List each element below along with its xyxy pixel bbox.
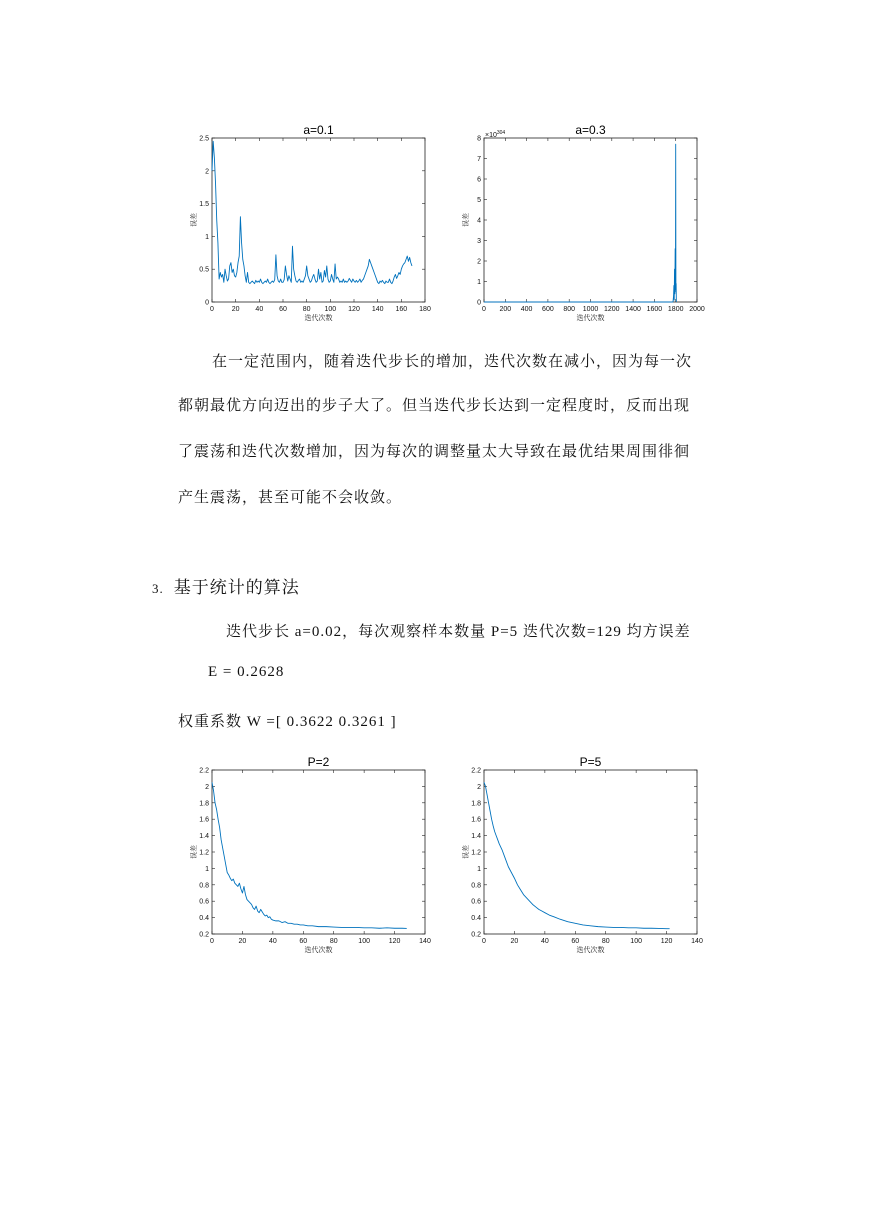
y-tick-label: 3 [477, 238, 481, 245]
chart-title: P=2 [307, 755, 330, 769]
chart-a03 [456, 116, 726, 336]
chart-title: a=0.1 [303, 123, 334, 137]
y-tick-label: 1.2 [199, 849, 209, 857]
y-tick-label: 7 [477, 156, 481, 163]
chart-p2 [184, 748, 454, 968]
section-title: 基于统计的算法 [173, 578, 300, 598]
plot-area [212, 138, 425, 302]
x-tick-label: 120 [660, 938, 673, 945]
y-tick-label: 0.4 [471, 915, 481, 923]
y-tick-label: 1 [205, 233, 209, 241]
y-tick-label: 0.8 [471, 882, 481, 890]
paragraph-line-1: 在一定范围内，随着迭代步长的增加，迭代次数在减小，因为每一次 [212, 352, 693, 370]
y-tick-label: 2.2 [471, 767, 481, 775]
y-tick-label: 0.4 [199, 915, 209, 923]
y-tick-label: 0.8 [199, 882, 209, 890]
x-tick-label: 800 [563, 306, 576, 313]
y-tick-label: 6 [477, 176, 481, 184]
y-axis-label: 误差 [191, 845, 198, 859]
y-tick-label: 0.6 [471, 898, 481, 906]
x-tick-label: 140 [419, 938, 431, 945]
x-tick-label: 1200 [604, 306, 620, 313]
x-tick-label: 0 [210, 938, 214, 945]
x-tick-label: 600 [542, 306, 554, 313]
y-tick-label: 1.8 [199, 800, 209, 808]
x-tick-label: 0 [482, 306, 486, 313]
x-tick-label: 2000 [689, 306, 705, 313]
y-tick-label: 0.2 [471, 931, 481, 939]
y-tick-label: 2 [205, 783, 209, 791]
x-axis-label: 迭代次数 [304, 947, 333, 954]
x-tick-label: 60 [279, 306, 287, 313]
x-tick-label: 60 [571, 938, 580, 945]
x-tick-label: 1800 [667, 306, 684, 313]
y-tick-label: 2 [477, 783, 481, 791]
chart-a03-svg [456, 116, 726, 336]
paragraph-line-3: 了震荡和迭代次数增加，因为每次的调整量太大导致在最优结果周围徘徊 [178, 442, 691, 460]
x-tick-label: 80 [601, 938, 610, 945]
x-tick-label: 100 [358, 938, 370, 945]
chart-p5-svg [456, 748, 726, 968]
x-tick-label: 1600 [646, 306, 663, 313]
x-tick-label: 20 [238, 938, 247, 945]
y-tick-label: 0 [477, 299, 481, 307]
params-weights: 权重系数 W =[ 0.3622 0.3261 ] [178, 714, 397, 730]
y-tick-label: 5 [477, 197, 481, 204]
y-tick-label: 1.4 [471, 833, 481, 841]
x-tick-label: 160 [395, 306, 408, 313]
x-axis-label: 迭代次数 [304, 315, 333, 322]
x-tick-label: 40 [540, 938, 549, 945]
x-tick-label: 0 [210, 306, 214, 313]
x-tick-label: 80 [302, 306, 311, 313]
x-tick-label: 100 [324, 306, 337, 313]
chart-title: P=5 [579, 755, 602, 769]
x-tick-label: 100 [630, 938, 642, 945]
chart-p5 [456, 748, 726, 968]
x-axis-label: 迭代次数 [576, 947, 605, 954]
x-tick-label: 200 [499, 306, 512, 313]
y-axis-label: 误差 [463, 845, 470, 859]
x-tick-label: 120 [348, 306, 360, 313]
y-tick-label: 0 [205, 299, 209, 307]
y-tick-label: 1.6 [471, 816, 481, 824]
section-number: 3. [152, 581, 164, 596]
params-mse: E = 0.2628 [208, 664, 285, 680]
y-tick-label: 0.2 [199, 931, 209, 939]
y-tick-label: 2.5 [199, 135, 209, 143]
chart-a01 [184, 116, 454, 336]
y-tick-label: 1.8 [471, 800, 481, 808]
x-tick-label: 20 [231, 306, 240, 313]
y-exponent-label: $\times 10^{304}$ [485, 130, 506, 139]
y-tick-label: 1.5 [199, 201, 209, 209]
y-tick-label: 1 [477, 865, 481, 873]
x-tick-label: 140 [691, 938, 703, 945]
x-tick-label: 40 [255, 306, 264, 313]
plot-area [212, 770, 425, 934]
x-tick-label: 80 [329, 938, 338, 945]
chart-title: a=0.3 [575, 123, 606, 137]
x-tick-label: 400 [520, 306, 533, 313]
x-tick-label: 1400 [625, 306, 641, 313]
chart-a01-svg [184, 116, 454, 336]
y-tick-label: 4 [477, 217, 481, 225]
x-axis-label: 迭代次数 [576, 315, 605, 322]
y-tick-label: 0.5 [199, 266, 209, 274]
chart-p2-svg [184, 748, 454, 968]
y-tick-label: 2.2 [199, 767, 209, 775]
y-tick-label: 2 [205, 168, 209, 176]
plot-area [484, 770, 697, 934]
y-tick-label: 1 [205, 865, 209, 873]
paragraph-line-4: 产生震荡，甚至可能不会收敛。 [178, 488, 403, 506]
x-tick-label: 60 [299, 938, 308, 945]
y-tick-label: 8 [477, 135, 481, 143]
x-tick-label: 120 [388, 938, 401, 945]
x-tick-label: 40 [268, 938, 277, 945]
y-tick-label: 1.4 [199, 833, 209, 841]
x-tick-label: 20 [510, 938, 519, 945]
x-tick-label: 1000 [582, 306, 599, 313]
plot-area [484, 138, 697, 302]
section-heading [152, 573, 300, 598]
params-line-1: 迭代步长 a=0.02，每次观察样本数量 P=5 迭代次数=129 均方误差 [226, 624, 691, 640]
y-tick-label: 0.6 [199, 898, 209, 906]
y-tick-label: 1 [477, 279, 481, 286]
y-tick-label: 1.6 [199, 816, 209, 824]
x-tick-label: 140 [371, 306, 384, 313]
paragraph-line-2: 都朝最优方向迈出的步子大了。但当迭代步长达到一定程度时，反而出现 [178, 396, 691, 414]
y-tick-label: 2 [477, 258, 481, 266]
x-tick-label: 180 [419, 306, 431, 313]
y-axis-label: 误差 [191, 213, 198, 227]
y-axis-label: 误差 [463, 213, 470, 227]
y-tick-label: 1.2 [471, 849, 481, 857]
x-tick-label: 0 [482, 938, 486, 945]
